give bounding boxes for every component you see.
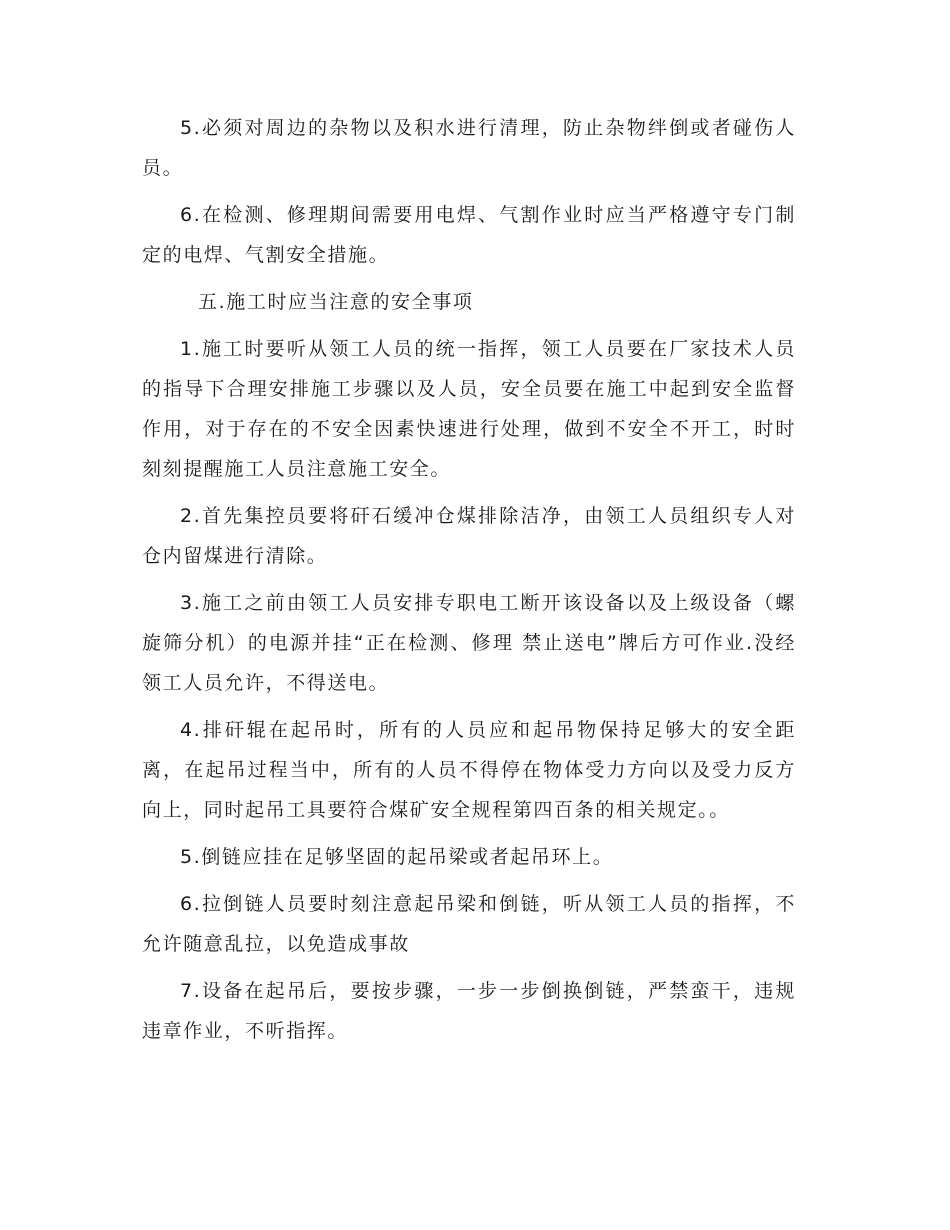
paragraph-lifting-distance: 4.排矸辊在起吊时，所有的人员应和起吊物保持足够大的安全距离，在起吊过程当中，所有的人员不得停在物体受力方向以及受力反方向上，同时起吊工具要符合煤矿安全规程第四百条的相关规定。。 [142, 719, 796, 821]
paragraph-welding-measures: 6.在检测、修理期间需要用电焊、气割作业时应当严格遵守专门制定的电焊、气割安全措施。 [142, 204, 796, 266]
section-heading: 五.施工时应当注意的安全事项 [198, 291, 474, 313]
paragraph-clear-bunker: 2.首先集控员要将矸石缓冲仓煤排除洁净，由领工人员组织专人对仓内留煤进行清除。 [142, 505, 796, 567]
paragraph-chain-hoist-operator: 6.拉倒链人员要时刻注意起吊梁和倒链，听从领工人员的指挥，不允许随意乱拉，以免造成事故 [142, 893, 796, 955]
paragraph-follow-command: 1.施工时要听从领工人员的统一指挥，领工人员要在厂家技术人员的指导下合理安排施工步骤以及人员，安全员要在施工中起到安全监督作用，对于存在的不安全因素快速进行处理，做到不安全不开工，时时刻刻提醒施工人员注意施工安全。 [142, 338, 796, 480]
paragraph-clean-debris: 5.必须对周边的杂物以及积水进行清理，防止杂物绊倒或者碰伤人员。 [142, 117, 796, 179]
paragraph-power-off: 3.施工之前由领工人员安排专职电工断开该设备以及上级设备（螺旋筛分机）的电源并挂“正在检测、修理 禁止送电”牌后方可作业.没经领工人员允许，不得送电。 [142, 592, 796, 694]
paragraph-chain-hoist-mount: 5.倒链应挂在足够坚固的起吊梁或者起吊环上。 [180, 846, 614, 868]
document-body [142, 108, 796, 1058]
paragraph-step-by-step: 7.设备在起吊后，要按步骤，一步一步倒换倒链，严禁蛮干，违规违章作业，不听指挥。 [142, 980, 796, 1042]
